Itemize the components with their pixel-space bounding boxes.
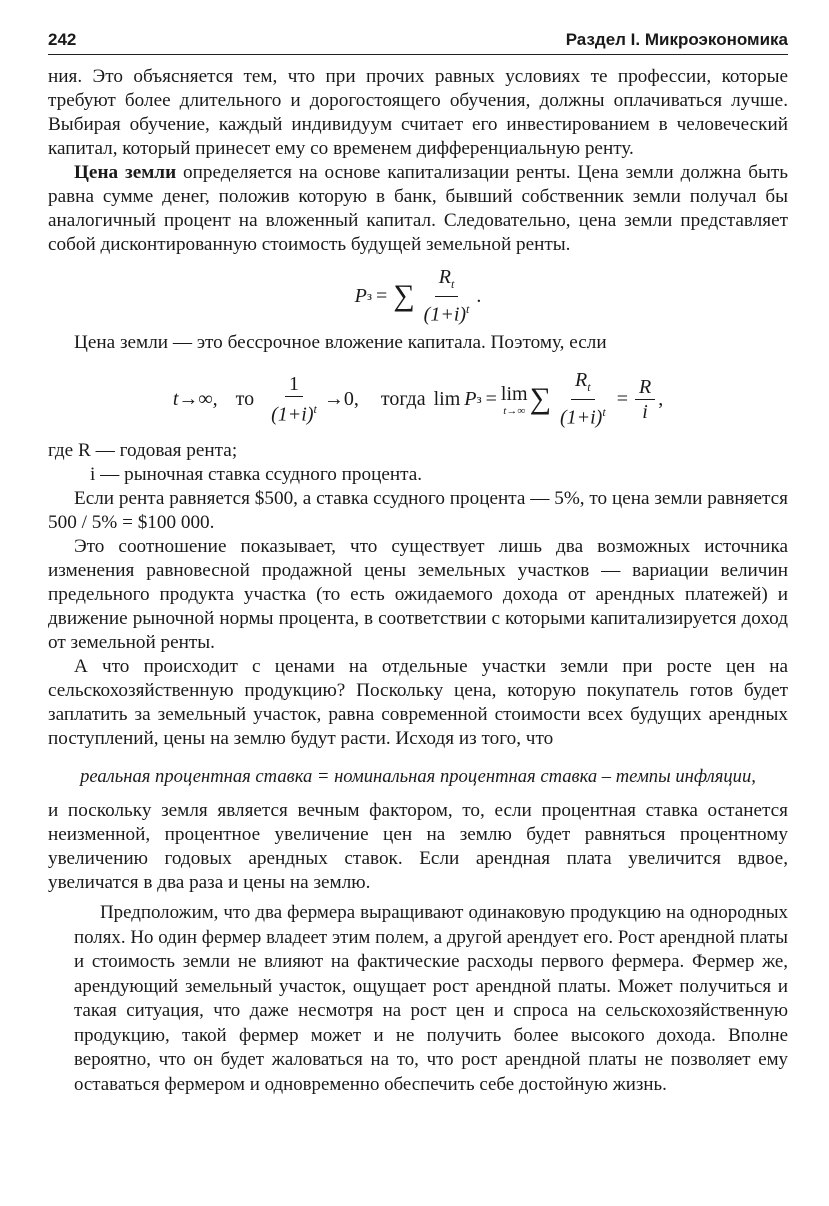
example-block bbox=[48, 901, 788, 1097]
fraction-discount: $\frac{1}{(1+i)^t}$ bbox=[271, 372, 317, 426]
section-title: Раздел I. Микроэкономика bbox=[565, 30, 788, 49]
limit-operator: lim t→∞ bbox=[500, 382, 528, 417]
formula-limit: t→∞, то $\frac{1}{(1+i)^t}$ →0, тогда lim P з = lim t→∞ ∑ $\frac{R_t}{(1+i)^t}$ = $\frac{R}{i}$ , bbox=[172, 369, 664, 429]
fraction-rent: $\frac{R_t}{(1+i)^t}$ bbox=[559, 369, 606, 429]
paragraph-7: и поскольку земля является вечным фактором, то, если процентная ставка останется неизменной, процентное увеличение цен на землю будет равняться процентному увеличению годовых арендных ставок. Если арендная плата увеличится вдвое, увеличатся в два раза и цены на землю. bbox=[48, 800, 788, 893]
interest-rate-formula: реальная процентная ставка = номинальная процентная ставка – темпы инфляции, bbox=[80, 766, 756, 787]
paragraph-1: ния. Это объясняется тем, что при прочих равных условиях те профессии, которые требуют более длительного и дорогостоящего обучения, должны оплачиваться лучше. Выбирая обучение, каждый индивидуум считает его инвестированием в человеческий капитал, который принесет ему со временем дифференциальную ренту. bbox=[48, 66, 788, 159]
term-land-price: Цена земли bbox=[74, 162, 177, 183]
paragraph-6: А что происходит с ценами на отдельные участки земли при росте цен на сельскохозяйственную продукцию? Поскольку цена, которую покупатель готов будет заплатить за земельный участок, равна современной стоимости всех будущих арендных поступлений, цены на землю будут расти. Исходя из того, что bbox=[48, 656, 788, 749]
paragraph-8: Предположим, что два фермера выращивают одинаковую продукцию на однородных полях. Но один фермер владеет этим полем, а другой арендует его. Рост арендной платы и стоимость земли не влияют на фактические расходы первого фермера. Фермер же, арендующий земельный участок, ощущает рост арендной платы. Может получиться и такая ситуация, что даже несмотря на рост цен и спроса на сельскохозяйственную продукцию, такой фермер может и не получить более высокого дохода. Вполне вероятно, что он будет жаловаться на то, что рост арендной платы не позволяет ему оставаться фермером и одновременно обеспечить себе достойную жизнь. bbox=[74, 902, 788, 1095]
definitions bbox=[48, 439, 788, 487]
fraction: $\frac{R_t}{(1+i)^t}$ bbox=[423, 266, 470, 326]
paragraph-4: Если рента равняется $500, а ставка ссудного процента — 5%, то цена земли равняется 500 / 5% = $100 000. bbox=[48, 488, 788, 533]
paragraph-3: Цена земли — это бессрочное вложение капитала. Поэтому, если bbox=[74, 332, 607, 353]
running-header bbox=[48, 28, 788, 55]
paragraph-land-price bbox=[48, 161, 788, 257]
sum-symbol: ∑ bbox=[393, 279, 415, 312]
sum-symbol: ∑ bbox=[529, 382, 551, 415]
definition-r: где R — годовая рента; bbox=[48, 440, 238, 461]
formula-land-price: P з = ∑ $\frac{R_t}{(1+i)^t}$ . bbox=[354, 266, 482, 326]
definition-i: i — рыночная ставка ссудного процента. bbox=[90, 464, 423, 485]
book-page bbox=[48, 28, 788, 1097]
fraction-r-over-i: $\frac{R}{i}$ bbox=[635, 375, 655, 424]
page-number: 242 bbox=[48, 30, 77, 49]
paragraph-2-text: определяется на основе капитализации ренты. Цена земли должна быть равна сумме денег, положив которую в банк, бывший собственник земли получал бы аналогичный процент на вложенный капитал. Следовательно, цена земли представляет собой дисконтированную стоимость будущей земельной ренты. bbox=[48, 162, 788, 255]
paragraph-5: Это соотношение показывает, что существует лишь два возможных источника изменения равновесной продажной цены земельных участков — вариации величин предельного продукта участка (то есть ожидаемого дохода от арендных платежей) и движение рыночной нормы процента, в соответствии с которыми капитализируется доход от земельной ренты. bbox=[48, 536, 788, 653]
